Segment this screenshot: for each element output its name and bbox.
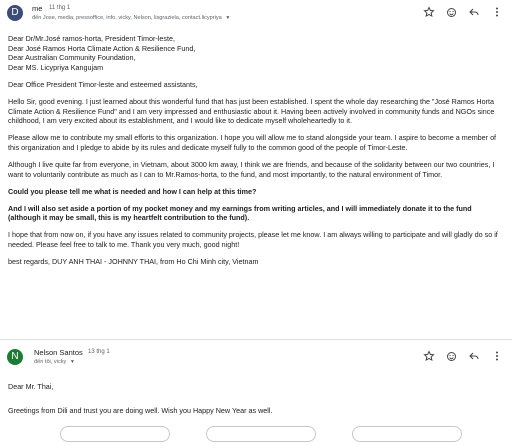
reply-icon[interactable] <box>468 350 480 362</box>
paragraph: Greetings from Dili and trust you are doing well. Wish you Happy New Year as well. <box>8 405 273 415</box>
bold-text: And I will also set aside a portion of my pocket money and my earnings from writing articles, and I will immediately donate it to the fund (although it may be small, this is my heartfelt contribution to the fund). <box>8 203 472 223</box>
paragraph-bold <box>8 187 504 197</box>
reply-all-button[interactable] <box>206 426 316 442</box>
signature: best regards, DUY ANH THAI - JOHNNY THAI, from Ho Chi Minh city, Vietnam <box>8 257 259 267</box>
message-header-2[interactable] <box>0 342 512 372</box>
more-vert-icon[interactable] <box>491 350 503 362</box>
message-body-2 <box>8 382 504 415</box>
recipients-prefix: đến <box>32 15 42 21</box>
message-date: 11 thg 1 <box>49 5 71 11</box>
add-reaction-icon[interactable] <box>446 350 458 362</box>
add-reaction-icon[interactable] <box>446 6 458 18</box>
reply-icon[interactable] <box>468 6 480 18</box>
avatar[interactable]: D <box>7 5 23 21</box>
sender-name[interactable]: Nelson Santos <box>34 348 83 357</box>
forward-button[interactable] <box>352 426 462 442</box>
reply-actions <box>0 426 512 446</box>
avatar[interactable]: N <box>7 349 23 365</box>
recipients-list: Jose, media, pressoffice, info, vicky, Nelson, lisgraziela, contact.licypriya <box>42 15 222 21</box>
chevron-down-icon[interactable]: ▼ <box>69 359 75 365</box>
message-header-1[interactable] <box>0 0 512 30</box>
recipients[interactable] <box>34 359 75 365</box>
reply-button[interactable] <box>60 426 170 442</box>
recipients-list: đến tôi, vicky <box>34 359 67 365</box>
paragraph: Although I live quite far from everyone, in Vietnam, about 3000 km away, I think we are friends, and because of the solidarity between our two countries, I want to voluntarily contribute as much as I can to Mr.Ramos-horta, to the fund, and most importantly, to the natural environment of Timor. <box>8 159 495 179</box>
recipients[interactable] <box>32 15 230 21</box>
paragraph: I hope that from now on, if you have any issues related to community projects, please let me know. I am always willing to participate and will gladly do so if needed. Please feel free to talk to me. Thank you very much, good night! <box>8 230 498 249</box>
star-outline-icon[interactable] <box>423 6 435 18</box>
message-body-1 <box>8 34 504 267</box>
greeting-line: Dear Mr. Thai, <box>8 382 54 391</box>
paragraph: Hello Sir, good evening. I just learned about this wonderful fund that has just been established. I spent the whole day researching the "José Ramos Horta Climate Action & Resilience Fund" and I am very impressed and enthusiastic about it. Having been actively involved in community funds and NGOs since childhood, I am very excited about its establishment, and I would like to dedicate myself wholeheartedly to it. <box>8 96 495 126</box>
more-vert-icon[interactable] <box>491 6 503 18</box>
message-divider <box>0 339 512 340</box>
bold-text: Could you please tell me what is needed and how I can help at this time? <box>8 186 257 196</box>
greeting-line: Dear Australian Community Foundation, <box>8 53 136 63</box>
paragraph-bold <box>8 204 504 223</box>
office-greeting: Dear Office President Timor-leste and esteemed assistants, <box>8 79 198 89</box>
greeting-line: Dear José Ramos Horta Climate Action & Resilience Fund, <box>8 43 196 53</box>
greeting-line: Dear Dr/Mr.José ramos-horta, President Timor-leste, <box>8 34 175 43</box>
message-date: 13 thg 1 <box>88 349 110 355</box>
star-outline-icon[interactable] <box>423 350 435 362</box>
chevron-down-icon[interactable]: ▼ <box>225 15 231 21</box>
sender-name[interactable]: me <box>32 4 43 13</box>
paragraph: Please allow me to contribute my small efforts to this organization. I hope you will allow me to stand alongside your team. I aspire to become a member of this organization and I pledge to abide by its rules and dedicate myself fully to the common good of the people of Timor-Leste. <box>8 133 497 152</box>
greeting-line: Dear MS. Licypriya Kangujam <box>8 62 104 72</box>
